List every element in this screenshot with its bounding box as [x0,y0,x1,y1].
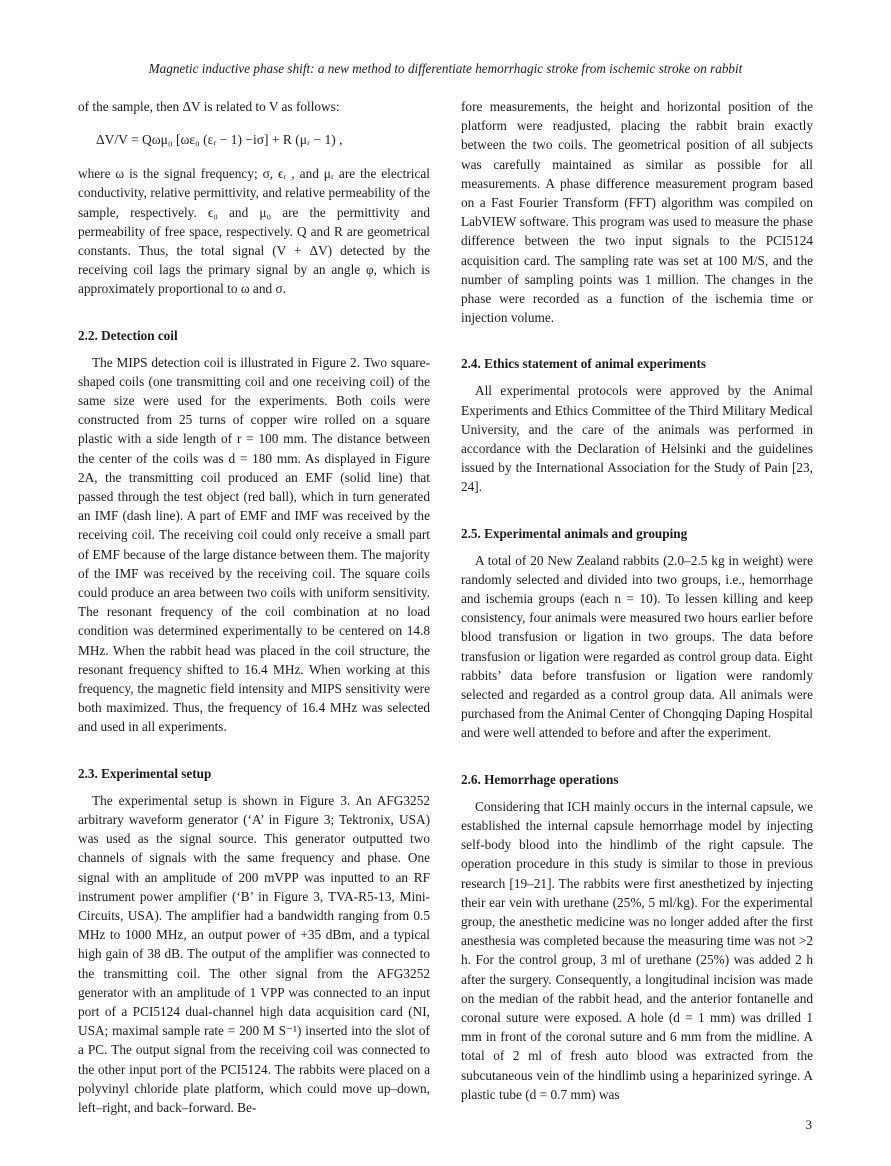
section-2-4-title: 2.4. Ethics statement of animal experiments [461,356,707,372]
section-2-6-text: Considering that ICH mainly occurs in the internal capsule, we established the internal capsule hemorrhage model by injecting self-body blood into the hindlimb of the right capsule. The operation procedure in this study is similar to those in previous research [19–21]. The rabbits were first anesthetized by injecting their ear vein with urethane (25%, 5 ml/kg). For the experimental group, the anesthetic medicine was no longer added after the first anesthesia was completed because the measuring time was not >2 h. For the control group, 3 ml of urethane (25%) was added 2 h after the surgery. Consequently, a longitudinal incision was made on the median of the rabbit head, and the anterior fontanelle and coronal suture were exposed. A hole (d = 1 mm) was drilled 1 mm in front of the coronal suture and 6 mm from the midline. A total of 2 ml of fresh auto blood was extracted from the subcutaneous vein of the hindlimb using a heparinized syringe. A plastic tube (d = 0.7 mm) was [461,798,813,1102]
section-2-3-title: 2.3. Experimental setup [78,765,212,781]
section-2-5-title: 2.5. Experimental animals and grouping [461,525,688,541]
section-2-2-text: The MIPS detection coil is illustrated in Figure 2. Two square-shaped coils (one transmitting coil and one receiving coil) of the same size were used for the experiments. Both coils were constructed from 25 turns of copper wire rolled on a square plastic with a side length of r = 100 mm. The distance between the center of the coils was d = 180 mm. As displayed in Figure 2A, the transmitting coil produced an EMF (solid line) that passed through the test object (red ball), which in turn generated an IMF (dash line). A part of EMF and IMF was received by the receiving coil. The receiving coil could only receive a small part of EMF because of the large distance between them. The majority of the IMF was received by the receiving coil. The square coils could produce an area between two coils with uniform sensitivity. The resonant frequency of the coil combination at no load condition was determined experimentally to be centered on 14.8 MHz. When the rabbit head was placed in the coil structure, the resonant frequency shifted to 16.4 MHz. When working at this frequency, the magnetic field intensity and MIPS sensitivity were both maximized. Thus, the frequency of 16.4 MHz was selected and used in all experiments. [78,354,430,735]
section-2-5-text: A total of 20 New Zealand rabbits (2.0–2.5 kg in weight) were randomly selected and divided into two groups, i.e., hemorrhage and ischemia groups (each n = 10). To lessen killing and keep consistency, four animals were measured two hours earlier before blood transfusion or ligation in two groups. The data before transfusion or ligation were regarded as control group data. Eight rabbits’ data before transfusion or ligation were randomly selected and regarded as a control group data. All animals were purchased from the Animal Center of Chongqing Daping Hospital and were well attended to before and after the experiment. [461,552,813,741]
page-number: 3 [805,1117,812,1132]
running-head: Magnetic inductive phase shift: a new method to differentiate hemorrhagic stroke from ischemic stroke on rabbit [148,61,743,76]
equation-explanation: where ω is the signal frequency; σ, ϵᵣ , and μᵣ are the electrical conductivity, relative permittivity, and relative permeability of the sample, respectively. ϵ₀ and μ₀ are the permittivity and permeability of free space, respectively. Q and R are geometrical constants. Thus, the total signal (V + ΔV) detected by the receiving coil lags the primary signal by an angle φ, which is approximately proportional to ω and σ. [78,166,430,297]
section-2-3-text: The experimental setup is shown in Figure 3. An AFG3252 arbitrary waveform generator (‘A’ in Figure 3; Tektronix, USA) was used as the signal source. This generator outputted two channels of signals with the same frequency and phase. One signal with an amplitude of 200 mVPP was inputted to an RF instrument power amplifier (‘B’ in Figure 3, TVA-R5-13, Mini-Circuits, USA). The amplifier had a bandwidth ranging from 0.5 MHz to 1000 MHz, an output power of +35 dBm, and a typical high gain of 38 dB. The output of the amplifier was connected to the transmitting coil. The other signal from the AFG3252 generator with an amplitude of 1 VPP was connected to an input port of a PCI5124 dual-channel high data acquisition card (NI, USA; maximal sample rate = 200 M S⁻¹) inserted into the slot of a PC. The output signal from the receiving coil was connected to the other input port of the PCI5124. The rabbits were placed on a polyvinyl chloride plate platform, which could move up–down, left–right, and back–forward. Be- [78,792,430,1115]
left-column [78,97,430,1117]
intro-line: of the sample, then ΔV is related to V as follows: [78,99,340,114]
right-column [461,97,813,1104]
section-2-2-title: 2.2. Detection coil [78,327,178,343]
section-2-6-title: 2.6. Hemorrhage operations [461,771,619,787]
setup-continued-text: fore measurements, the height and horizontal position of the platform were readjusted, placing the rabbit brain exactly between the two coils. The geometrical position of all subjects was carefully maintained as similar as possible for all measurements. A phase difference measurement program based on a Fast Fourier Transform (FFT) algorithm was compiled on LabVIEW software. This program was used to measure the phase difference between the two input signals to the PCI5124 acquisition card. The sampling rate was set at 100 M/S, and the number of sampling points was 1 million. The changes in the phase were recorded as a function of the ischemia time or injection volume. [461,99,813,326]
section-2-4-text: All experimental protocols were approved by the Animal Experiments and Ethics Committee of the Third Military Medical University, and the care of the animals was performed in accordance with the Declaration of Helsinki and the guidelines issued by the International Association for the Study of Pain [23, 24]. [461,383,813,495]
equation: ΔV/V = Qωμ₀ [ωε₀ (εᵣ − 1) −iσ] + R (μᵣ − 1) , [96,132,343,148]
